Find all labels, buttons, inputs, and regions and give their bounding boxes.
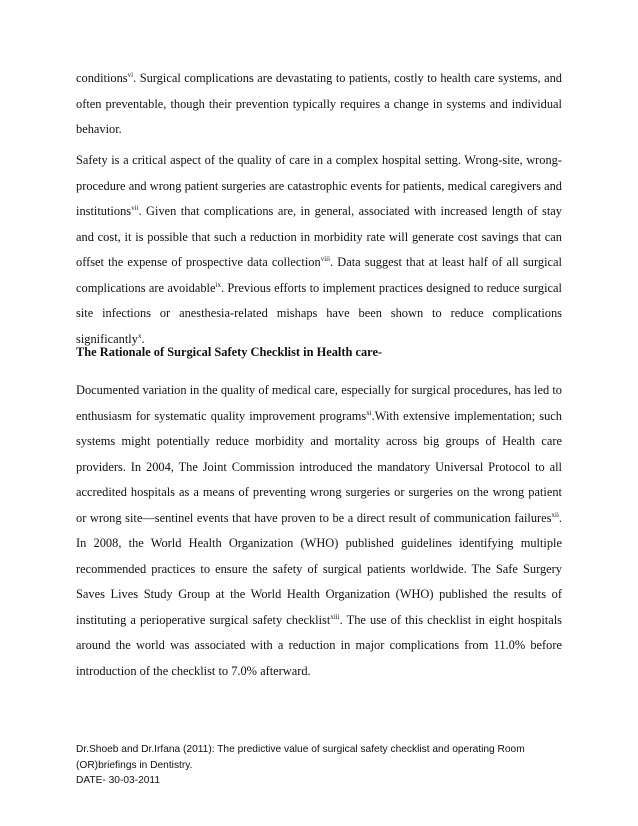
paragraph-text: . Surgical complications are devastating to patients, costly to health care systems, and often preventable, though their prevention typically requires a change in systems and individual behavior. xyxy=(76,71,562,136)
paragraph-text: . xyxy=(141,331,145,346)
paragraph-text: . Data suggest that at least half of all surgical complications are avoidable xyxy=(76,255,562,295)
paragraph-2 xyxy=(76,148,562,352)
footer-citation-line-2: (OR)briefings in Dentistry. xyxy=(76,759,193,771)
paragraph-text: . The use of this checklist in eight hospitals around the world was associated with a reduction in major complications from 11.0% before introduction of the checklist to 7.0% afterward. xyxy=(76,612,562,678)
paragraph-text: conditions xyxy=(76,71,128,85)
paragraph-1 xyxy=(76,66,562,143)
citation-marker: vi xyxy=(127,71,134,79)
paragraph-text: . Given that complications are, in general, associated with increased length of stay and cost, it is possible that such a reduction in morbidity rate will generate cost savings that can offset the expense of prospective data collection xyxy=(76,204,562,269)
footer-citation-line-1: Dr.Shoeb and Dr.Irfana (2011): The predictive value of surgical safety checklist and operating Room xyxy=(76,744,525,755)
citation-marker: xi xyxy=(366,408,372,417)
paragraph-text: Safety is a critical aspect of the quality of care in a complex hospital setting. Wrong-site, wrong-procedure and wrong patient surgeries are catastrophic events for patients, medical caregivers and institutions xyxy=(76,153,562,218)
citation-marker: x xyxy=(137,331,142,340)
section-heading: The Rationale of Surgical Safety Checklist in Health care- xyxy=(76,345,383,359)
paragraph-3 xyxy=(76,378,562,684)
paragraph-text: .With extensive implementation; such systems might potentially reduce morbidity and mortality across big groups of Health care providers. In 2004, The Joint Commission introduced the mandatory Universal Protocol to all accredited hospitals as a means of preventing wrong surgeries or surgeries on the wrong patient or wrong site—sentinel events that have proven to be a direct result of communication failures xyxy=(76,408,562,525)
citation-marker: xii xyxy=(551,510,559,519)
citation-marker: xiii xyxy=(330,612,340,621)
citation-marker: vii xyxy=(131,204,139,212)
page-footer xyxy=(76,742,576,789)
paragraph-text: . In 2008, the World Health Organization (WHO) published guidelines identifying multiple recommended practices to ensure the safety of surgical patients worldwide. The Safe Surgery Saves Lives Study Group at the World Health Organization (WHO) published the results of instituting a perioperative surgical safety checklist xyxy=(76,510,562,627)
paragraph-text: Documented variation in the quality of medical care, especially for surgical procedures, has led to enthusiasm for systematic quality improvement programs xyxy=(76,383,562,423)
citation-marker: ix xyxy=(215,280,221,289)
paragraph-text: . Previous efforts to implement practices designed to reduce surgical site infections or anesthesia-related mishaps have been shown to reduce complications significantly xyxy=(76,280,563,346)
footer-date: DATE- 30-03-2011 xyxy=(76,775,160,786)
citation-marker: viii xyxy=(320,255,331,263)
